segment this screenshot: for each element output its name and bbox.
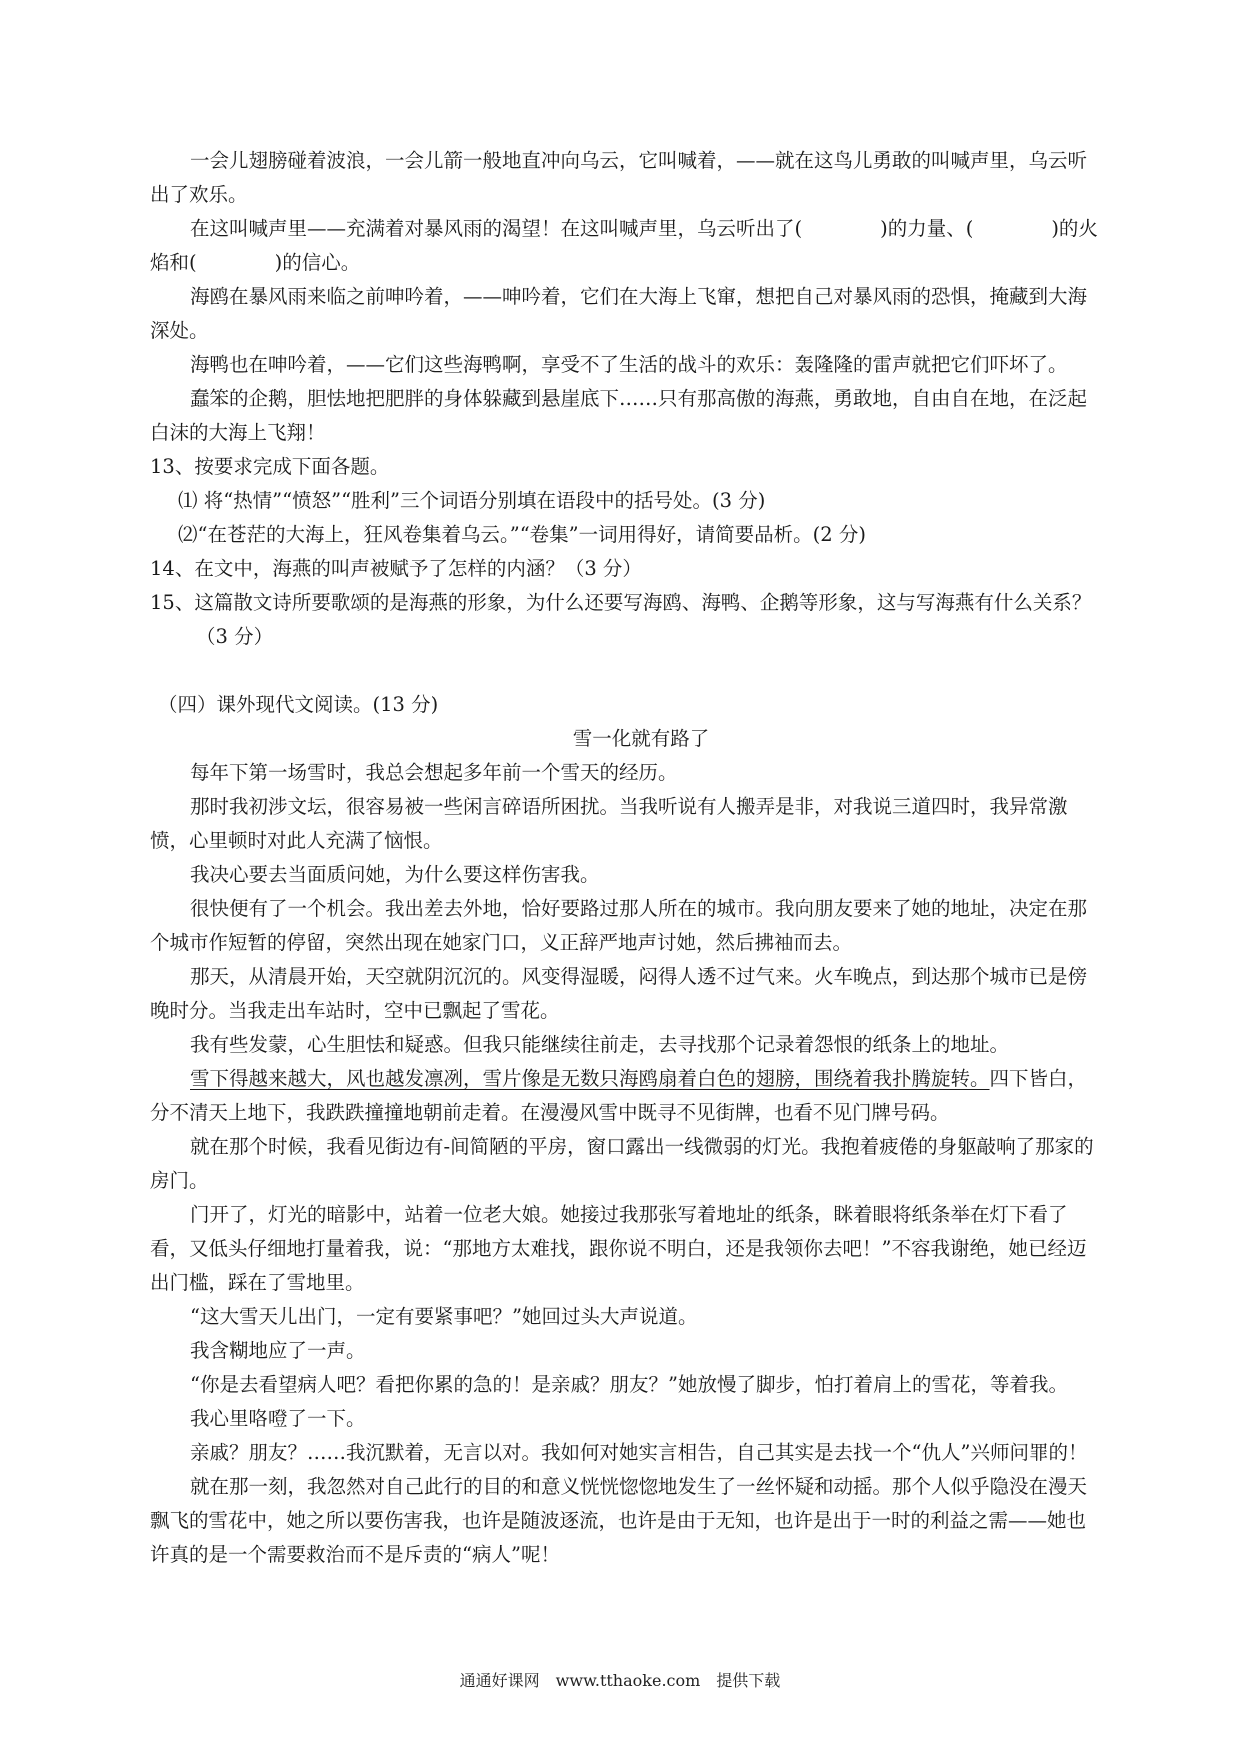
question-13-part-2: ⑵“在苍茫的大海上，狂风卷集着乌云。”“卷集”一词用得好，请简要品析。(2 分) [178,523,866,546]
story-sentence: 四下皆白，分不清天上地下，我跌跌撞撞地朝前走着。在漫漫风雪中既寻不见街牌，也看不见门牌号码。 [150,1067,1088,1124]
poem-paragraph-5: 蠢笨的企鹅，胆怯地把肥胖的身体躲藏到悬崖底下……只有那高傲的海燕，勇敢地，自由自在地，在泛起白沫的大海上飞翔！ [150,387,1088,444]
story-paragraph: 我心里咯噔了一下。 [190,1407,366,1430]
underlined-sentence: 雪下得越来越大，风也越发凛冽，雪片像是无数只海鸥扇着白色的翅膀，围绕着我扑腾旋转。 [190,1067,990,1090]
story-paragraph: 那时我初涉文坛，很容易被一些闲言碎语所困扰。当我听说有人搬弄是非，对我说三道四时，我异常激愤，心里顿时对此人充满了恼恨。 [150,795,1068,852]
story-paragraph: 亲戚？朋友？……我沉默着，无言以对。我如何对她实言相告，自己其实是去找一个“仇人”兴师问罪的！ [190,1441,1088,1464]
poem-paragraph-4: 海鸭也在呻吟着，——它们这些海鸭啊，享受不了生活的战斗的欢乐：轰隆隆的雷声就把它们吓坏了。 [190,353,1068,376]
story-paragraph: 那天，从清晨开始，天空就阴沉沉的。风变得湿暖，闷得人透不过气来。火车晚点，到达那个城市已是傍晚时分。当我走出车站时，空中已飘起了雪花。 [150,965,1088,1022]
story-paragraph: 我含糊地应了一声。 [190,1339,366,1362]
question-13-part-1: ⑴ 将“热情”“愤怒”“胜利”三个词语分别填在语段中的括号处。(3 分) [178,489,766,512]
question-14: 14、在文中，海燕的叫声被赋予了怎样的内涵？（3 分） [150,557,642,580]
story-paragraph: 门开了，灯光的暗影中，站着一位老大娘。她接过我那张写着地址的纸条，眯着眼将纸条举在灯下看了看，又低头仔细地打量着我，说：“那地方太难找，跟你说不明白，还是我领你去吧！”不容我谢绝，她已经迈出门槛，踩在了雪地里。 [150,1203,1087,1294]
question-13: 13、按要求完成下面各题。 [150,455,390,478]
spacer [150,654,1102,688]
poem-paragraph-2: 在这叫喊声里——充满着对暴风雨的渴望！在这叫喊声里，乌云听出了( )的力量、( )的火焰和( )的信心。 [150,217,1098,274]
story-paragraph: 很快便有了一个机会。我出差去外地，恰好要路过那人所在的城市。我向朋友要来了她的地址，决定在那个城市作短暂的停留，突然出现在她家门口，义正辞严地声讨她，然后拂袖而去。 [150,897,1088,954]
poem-paragraph-1: 一会儿翅膀碰着波浪，一会儿箭一般地直冲向乌云，它叫喊着，——就在这鸟儿勇敢的叫喊声里，乌云听出了欢乐。 [150,149,1088,206]
page-content [150,144,1102,1572]
story-paragraph: “这大雪天儿出门，一定有要紧事吧？”她回过头大声说道。 [190,1305,698,1328]
section-heading: （四）课外现代文阅读。(13 分) [158,693,439,716]
story-paragraph: 就在那个时候，我看见街边有-间简陋的平房，窗口露出一线微弱的灯光。我抱着疲倦的身躯敲响了那家的房门。 [150,1135,1094,1192]
story-paragraph-underlined [150,1062,1102,1130]
poem-paragraph-3: 海鸥在暴风雨来临之前呻吟着，——呻吟着，它们在大海上飞窜，想把自己对暴风雨的恐惧，掩藏到大海深处。 [150,285,1088,342]
story-paragraph: 每年下第一场雪时，我总会想起多年前一个雪天的经历。 [190,761,678,784]
story-paragraph: 就在那一刻，我忽然对自己此行的目的和意义恍恍惚惚地发生了一丝怀疑和动摇。那个人似乎隐没在漫天飘飞的雪花中，她之所以要伤害我，也许是随波逐流，也许是由于无知，也许是出于一时的利益之需——她也许真的是一个需要救治而不是斥责的“病人”呢！ [150,1475,1088,1566]
page-footer: 通通好课网 www.tthaoke.com 提供下载 [459,1671,781,1690]
story-paragraph: “你是去看望病人吧？看把你累的急的！是亲戚？朋友？”她放慢了脚步，怕打着肩上的雪花，等着我。 [190,1373,1068,1396]
question-15: 15、这篇散文诗所要歌颂的是海燕的形象，为什么还要写海鸥、海鸭、企鹅等形象，这与写海燕有什么关系？（3 分） [150,591,1092,648]
story-paragraph: 我决心要去当面质问她，为什么要这样伤害我。 [190,863,600,886]
story-paragraph: 我有些发蒙，心生胆怯和疑惑。但我只能继续往前走，去寻找那个记录着怨恨的纸条上的地址。 [190,1033,1010,1056]
article-title: 雪一化就有路了 [572,727,710,750]
